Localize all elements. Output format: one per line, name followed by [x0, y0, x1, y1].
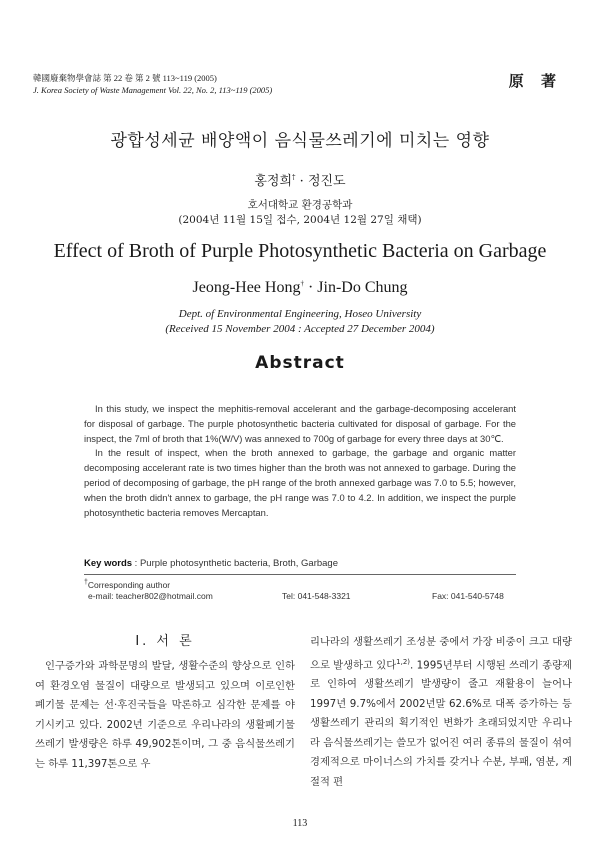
body-column-right: [310, 633, 572, 792]
abstract-paragraph-2: In the result of inspect, when the broth annexed to garbage, the garbage and organic matter decomposing accelerant rate is two times higher than the broth was not annexed to garbage. During the period of decomposing of garbage, the pH range of the broth annexed garbage was 7.0 to 5.5; however, when the broth didn't annex to garbage, the pH range was 7.0 to 4.2. In addition, we inspect the purple photosynthetic bacteria removes Mercaptan.: [84, 447, 516, 518]
korean-authors: [0, 170, 600, 189]
english-received-dates: (Received 15 November 2004 : Accepted 27 December 2004): [165, 323, 435, 335]
abstract-paragraph-1: In this study, we inspect the mephitis-removal accelerant and the garbage-decomposing accelerant for disposal of garbage. The purple photosynthetic bacteria cultivated for disposal of garbage. For the inspect, the 7ml of broth that 1%(W/V) was annexed to 700g of garbage for every three days at 30℃.: [84, 403, 516, 444]
journal-header: [33, 72, 272, 96]
body-paragraph: [310, 633, 572, 792]
keywords-label: Key words: [84, 558, 133, 569]
body-text-part-2: . 1995년부터 시행된 쓰레기 종량제로 인하여 생활쓰레기 발생량이 줄고 재활용이 늘어나 1997년 9.7%에서 2002년말 62.6%로 대폭 증가하는 등 생활쓰레기 관리의 획기적인 변화가 초래되었지만 우리나라 음식물쓰레기는 쓸모가 없어진 여러 종류의 물질이 섞여 경제적으로 마이너스의 가치를 갖거나 수분, 부패, 염분, 계절적 편: [310, 658, 573, 788]
footnote-mark: †: [84, 579, 88, 586]
english-authors: [0, 279, 600, 297]
article-type-badge: 原 著: [508, 72, 562, 90]
section-heading-introduction: Ⅰ. 서 론: [135, 634, 195, 649]
footnote-email: e-mail: teacher802@hotmail.com: [88, 591, 213, 602]
english-title: Effect of Broth of Purple Photosynthetic Bacteria on Garbage: [53, 240, 547, 262]
keywords: [84, 558, 338, 569]
journal-english-citation: J. Korea Society of Waste Management Vol. 22, No. 2, 113~119 (2005): [33, 85, 273, 95]
body-text-part-1: 리나라의 생활쓰레기 조성분 중에서 가장 비중이 크고 대량으로 발생하고 있다: [310, 636, 572, 671]
reference-mark: 1,2): [396, 657, 411, 666]
keywords-list: : Purple photosynthetic bacteria, Broth, Garbage: [132, 558, 338, 569]
footnote-fax: Fax: 041-540-5748: [432, 591, 504, 602]
english-author-1: Jeong-Hee Hong: [192, 279, 301, 296]
footnote-label: Corresponding author: [87, 579, 171, 590]
page-number: 113: [292, 818, 308, 829]
footnote-tel: Tel: 041-548-3321: [282, 591, 351, 602]
footnote-divider: [84, 574, 516, 575]
abstract-body: [84, 402, 516, 520]
korean-author-2: · 정진도: [295, 174, 346, 189]
korean-author-1: 홍정희: [254, 174, 293, 189]
corresponding-mark: †: [292, 173, 296, 182]
corresponding-author-footnote: [84, 577, 516, 603]
corresponding-mark: †: [300, 279, 304, 288]
journal-korean-citation: 韓國廢棄物學會誌 第 22 卷 第 2 號 113~119 (2005): [33, 73, 217, 83]
korean-title: 광합성세균 배양액이 음식물쓰레기에 미치는 영향: [110, 131, 490, 151]
english-affiliation: Dept. of Environmental Engineering, Hoseo University: [178, 308, 422, 320]
abstract-heading: Abstract: [255, 353, 345, 373]
korean-received-dates: (2004년 11월 15일 접수, 2004년 12월 27일 채택): [178, 214, 422, 226]
korean-affiliation: 호서대학교 환경공학과: [247, 199, 353, 211]
body-column-left: [35, 657, 295, 774]
body-paragraph: 인구증가와 과학문명의 발달, 생활수준의 향상으로 인하여 환경오염 물질이 대량으로 발생되고 있으며 이로인한 폐기물 문제는 선·후진국들을 막론하고 심각한 문제를 야기시키고 있다. 2002년 기준으로 우리나라의 생활폐기물 쓰레기 발생량은 하루 49,902톤이며, 그 중 음식물쓰레기는 하루 11,397톤으로 우: [35, 660, 295, 770]
english-author-2: · Jin-Do Chung: [303, 279, 408, 296]
